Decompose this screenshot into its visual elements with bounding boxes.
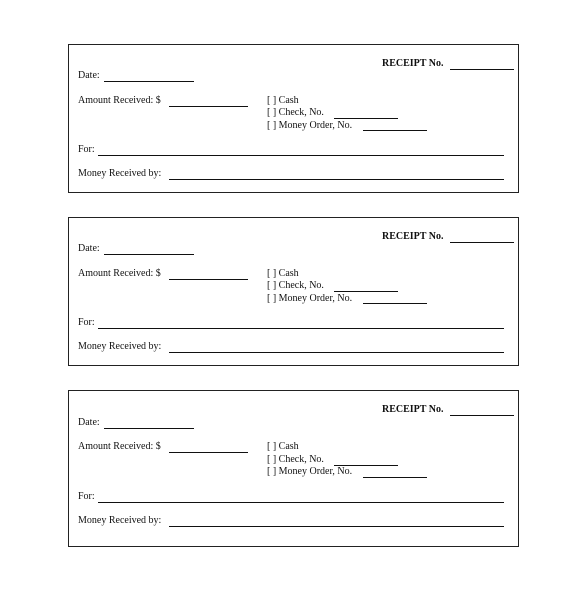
amount-received-label: Amount Received: $: [78, 95, 161, 106]
check-number-field[interactable]: [334, 291, 398, 292]
date-label: Date:: [78, 70, 100, 81]
for-field[interactable]: [98, 502, 504, 503]
money-order-option[interactable]: [ ] Money Order, No.: [267, 120, 353, 131]
check-option[interactable]: [ ] Check, No.: [267, 107, 324, 118]
for-label: For:: [78, 317, 95, 328]
cash-option[interactable]: [ ] Cash: [267, 441, 299, 452]
for-field[interactable]: [98, 328, 504, 329]
money-received-by-field[interactable]: [169, 179, 504, 180]
receipt-no-label: RECEIPT No.: [382, 58, 444, 69]
money-order-number-field[interactable]: [363, 130, 427, 131]
date-label: Date:: [78, 417, 100, 428]
cash-option[interactable]: [ ] Cash: [267, 95, 299, 106]
receipt-no-field[interactable]: [450, 69, 514, 70]
money-received-by-field[interactable]: [169, 352, 504, 353]
money-received-by-label: Money Received by:: [78, 515, 162, 526]
date-field[interactable]: [104, 254, 194, 255]
money-order-option[interactable]: [ ] Money Order, No.: [267, 466, 353, 477]
amount-received-field[interactable]: [169, 279, 248, 280]
check-option[interactable]: [ ] Check, No.: [267, 280, 324, 291]
check-number-field[interactable]: [334, 118, 398, 119]
money-received-by-field[interactable]: [169, 526, 504, 527]
for-label: For:: [78, 491, 95, 502]
receipt-no-label: RECEIPT No.: [382, 231, 444, 242]
amount-received-field[interactable]: [169, 106, 248, 107]
amount-received-field[interactable]: [169, 452, 248, 453]
receipt-no-label: RECEIPT No.: [382, 404, 444, 415]
receipt-no-field[interactable]: [450, 242, 514, 243]
receipt-form-1: [68, 44, 519, 193]
check-option[interactable]: [ ] Check, No.: [267, 454, 324, 465]
date-label: Date:: [78, 243, 100, 254]
receipt-no-field[interactable]: [450, 415, 514, 416]
date-field[interactable]: [104, 428, 194, 429]
money-received-by-label: Money Received by:: [78, 168, 162, 179]
money-order-option[interactable]: [ ] Money Order, No.: [267, 293, 353, 304]
for-field[interactable]: [98, 155, 504, 156]
amount-received-label: Amount Received: $: [78, 441, 161, 452]
cash-option[interactable]: [ ] Cash: [267, 268, 299, 279]
date-field[interactable]: [104, 81, 194, 82]
amount-received-label: Amount Received: $: [78, 268, 161, 279]
money-order-number-field[interactable]: [363, 303, 427, 304]
receipt-form-2: [68, 217, 519, 366]
money-order-number-field[interactable]: [363, 477, 427, 478]
for-label: For:: [78, 144, 95, 155]
receipt-form-3: [68, 390, 519, 547]
money-received-by-label: Money Received by:: [78, 341, 162, 352]
